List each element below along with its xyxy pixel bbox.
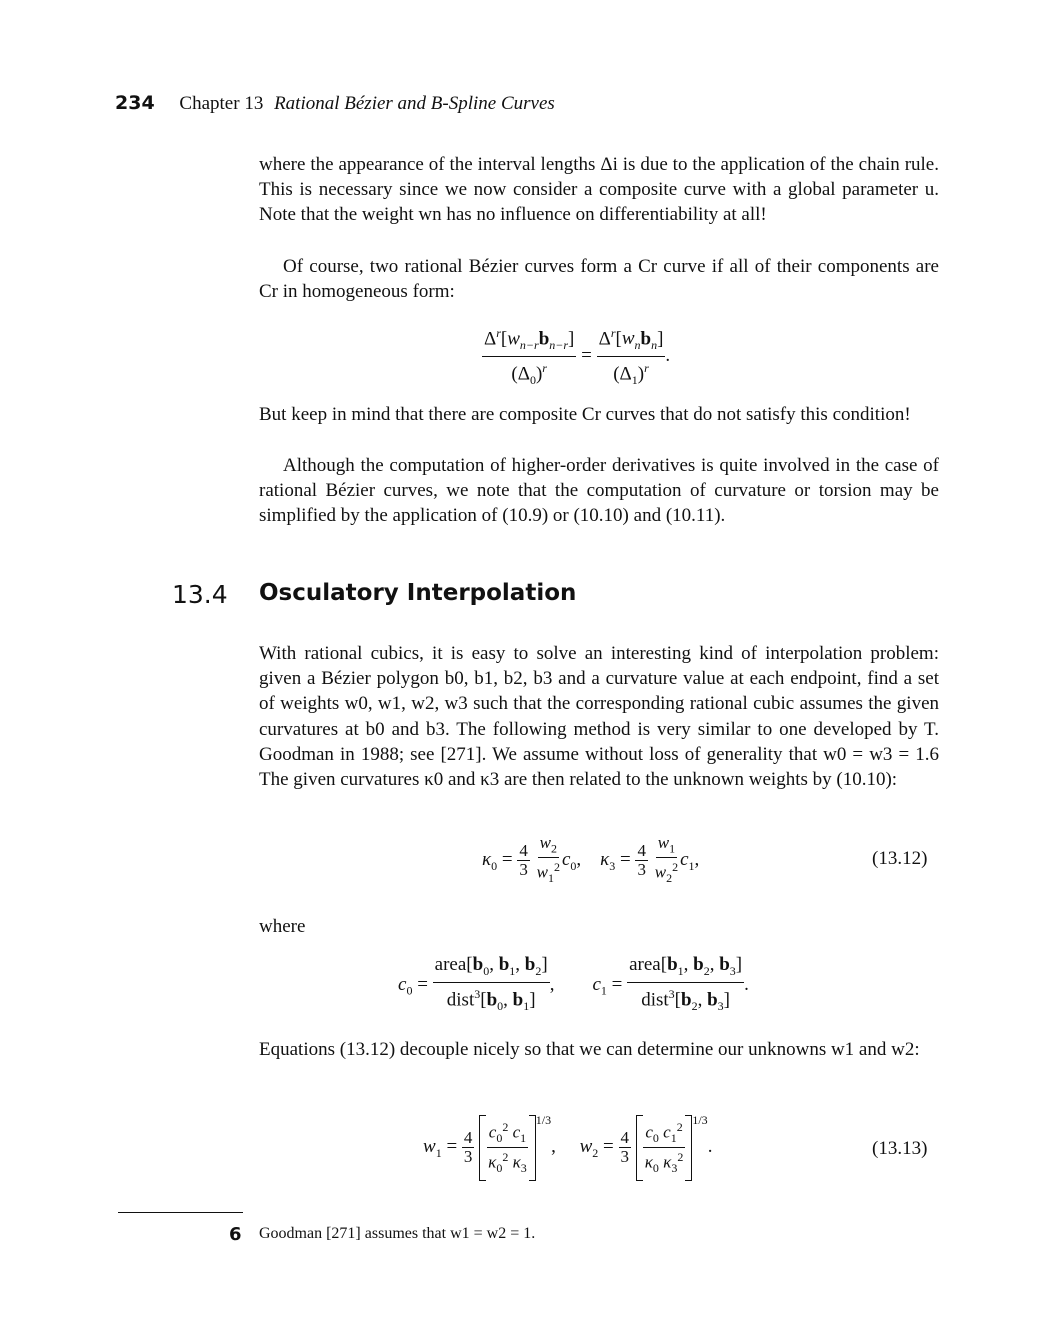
running-title: Rational Bézier and B-Spline Curves — [274, 93, 555, 114]
footnote-rule — [118, 1212, 243, 1213]
paragraph-7: Equations (13.12) decouple nicely so that we can determine our unknowns w1 and w2: — [259, 1039, 920, 1060]
chapter-label: Chapter 13 — [179, 93, 264, 114]
paragraph-4: Although the computation of higher-order derivatives is quite involved in the case of rational Bézier curves, we note that the computation of curvature or torsion may be simplified by the application of (10.9) or (10.10) and (10.11). — [259, 455, 939, 527]
footnote-text: Goodman [271] assumes that w1 = w2 = 1. — [259, 1225, 536, 1242]
section-title: Osculatory Interpolation — [259, 580, 577, 606]
footnote-number: 6 — [229, 1224, 242, 1245]
paragraph-2: Of course, two rational Bézier curves form a Cr curve if all of their components are Cr in homogeneous form: — [259, 256, 939, 303]
equation-continuity: $\frac{\Delta^r[w_{n-r}b_{n-r}]}{(\Delta_0)^r}$ = $\frac{\Delta^r[w_nb_n]}{(\Delta_1)^r}$ . — [482, 322, 670, 391]
section-number: 13.4 — [172, 580, 228, 609]
equation-number-13-12: (13.12) — [872, 848, 928, 869]
running-header — [115, 92, 555, 115]
equation-c0-c1: $c_0$ = $\frac{area[b_0, b_1, b_2]}{dist^3[b_0, b_1]}$ , $c_1$ = $\frac{area[b_1, b_2, b_3]}{dist^3[b_2, b_3]}$ . — [398, 954, 749, 1013]
paragraph-5: With rational cubics, it is easy to solve an interesting kind of interpolation problem: given a Bézier polygon b0, b1, b2, b3 and a curvature value at each endpoint, find a set of weights w0, w1, w2, w3 such that the corresponding rational cubic assumes the given curvatures at b0 and b3. The following method is very similar to one developed by T. Goodman in 1988; see [271]. We assume without loss of generality that w0 = w3 = 1.6 The given curvatures κ0 and κ3 are then related to the unknown weights by (10.10): — [259, 643, 939, 791]
paragraph-3: But keep in mind that there are composite Cr curves that do not satisfy this condition! — [259, 404, 911, 425]
paragraph-where: where — [259, 916, 306, 937]
equation-13-13: $w_1$ = $\frac{4}{3}$ $\frac{c_0^2 c_1}{\kappa_0^2 \kappa_3}$ $^{1/3}$, $w_2$ = $\frac{4}{3}$ $\frac{c_0 c_1^2}{\kappa_0 \kappa_3^2}$ $^{1/3}$. — [423, 1113, 712, 1181]
equation-number-13-13: (13.13) — [872, 1138, 928, 1159]
page-number: 234 — [115, 92, 155, 114]
equation-13-12: $\kappa_0$ = $\frac{4}{3}$ $\frac{w_2}{w_1^2}$ $c_0$, $\kappa_3$ = $\frac{4}{3}$ $\frac{w_1}{w_2^2}$ $c_1$, — [482, 833, 700, 886]
paragraph-1: where the appearance of the interval lengths Δi is due to the application of the chain rule. This is necessary since we now consider a composite curve with a global parameter u. Note that the weight wn has no influence on differentiability at all! — [259, 154, 939, 226]
